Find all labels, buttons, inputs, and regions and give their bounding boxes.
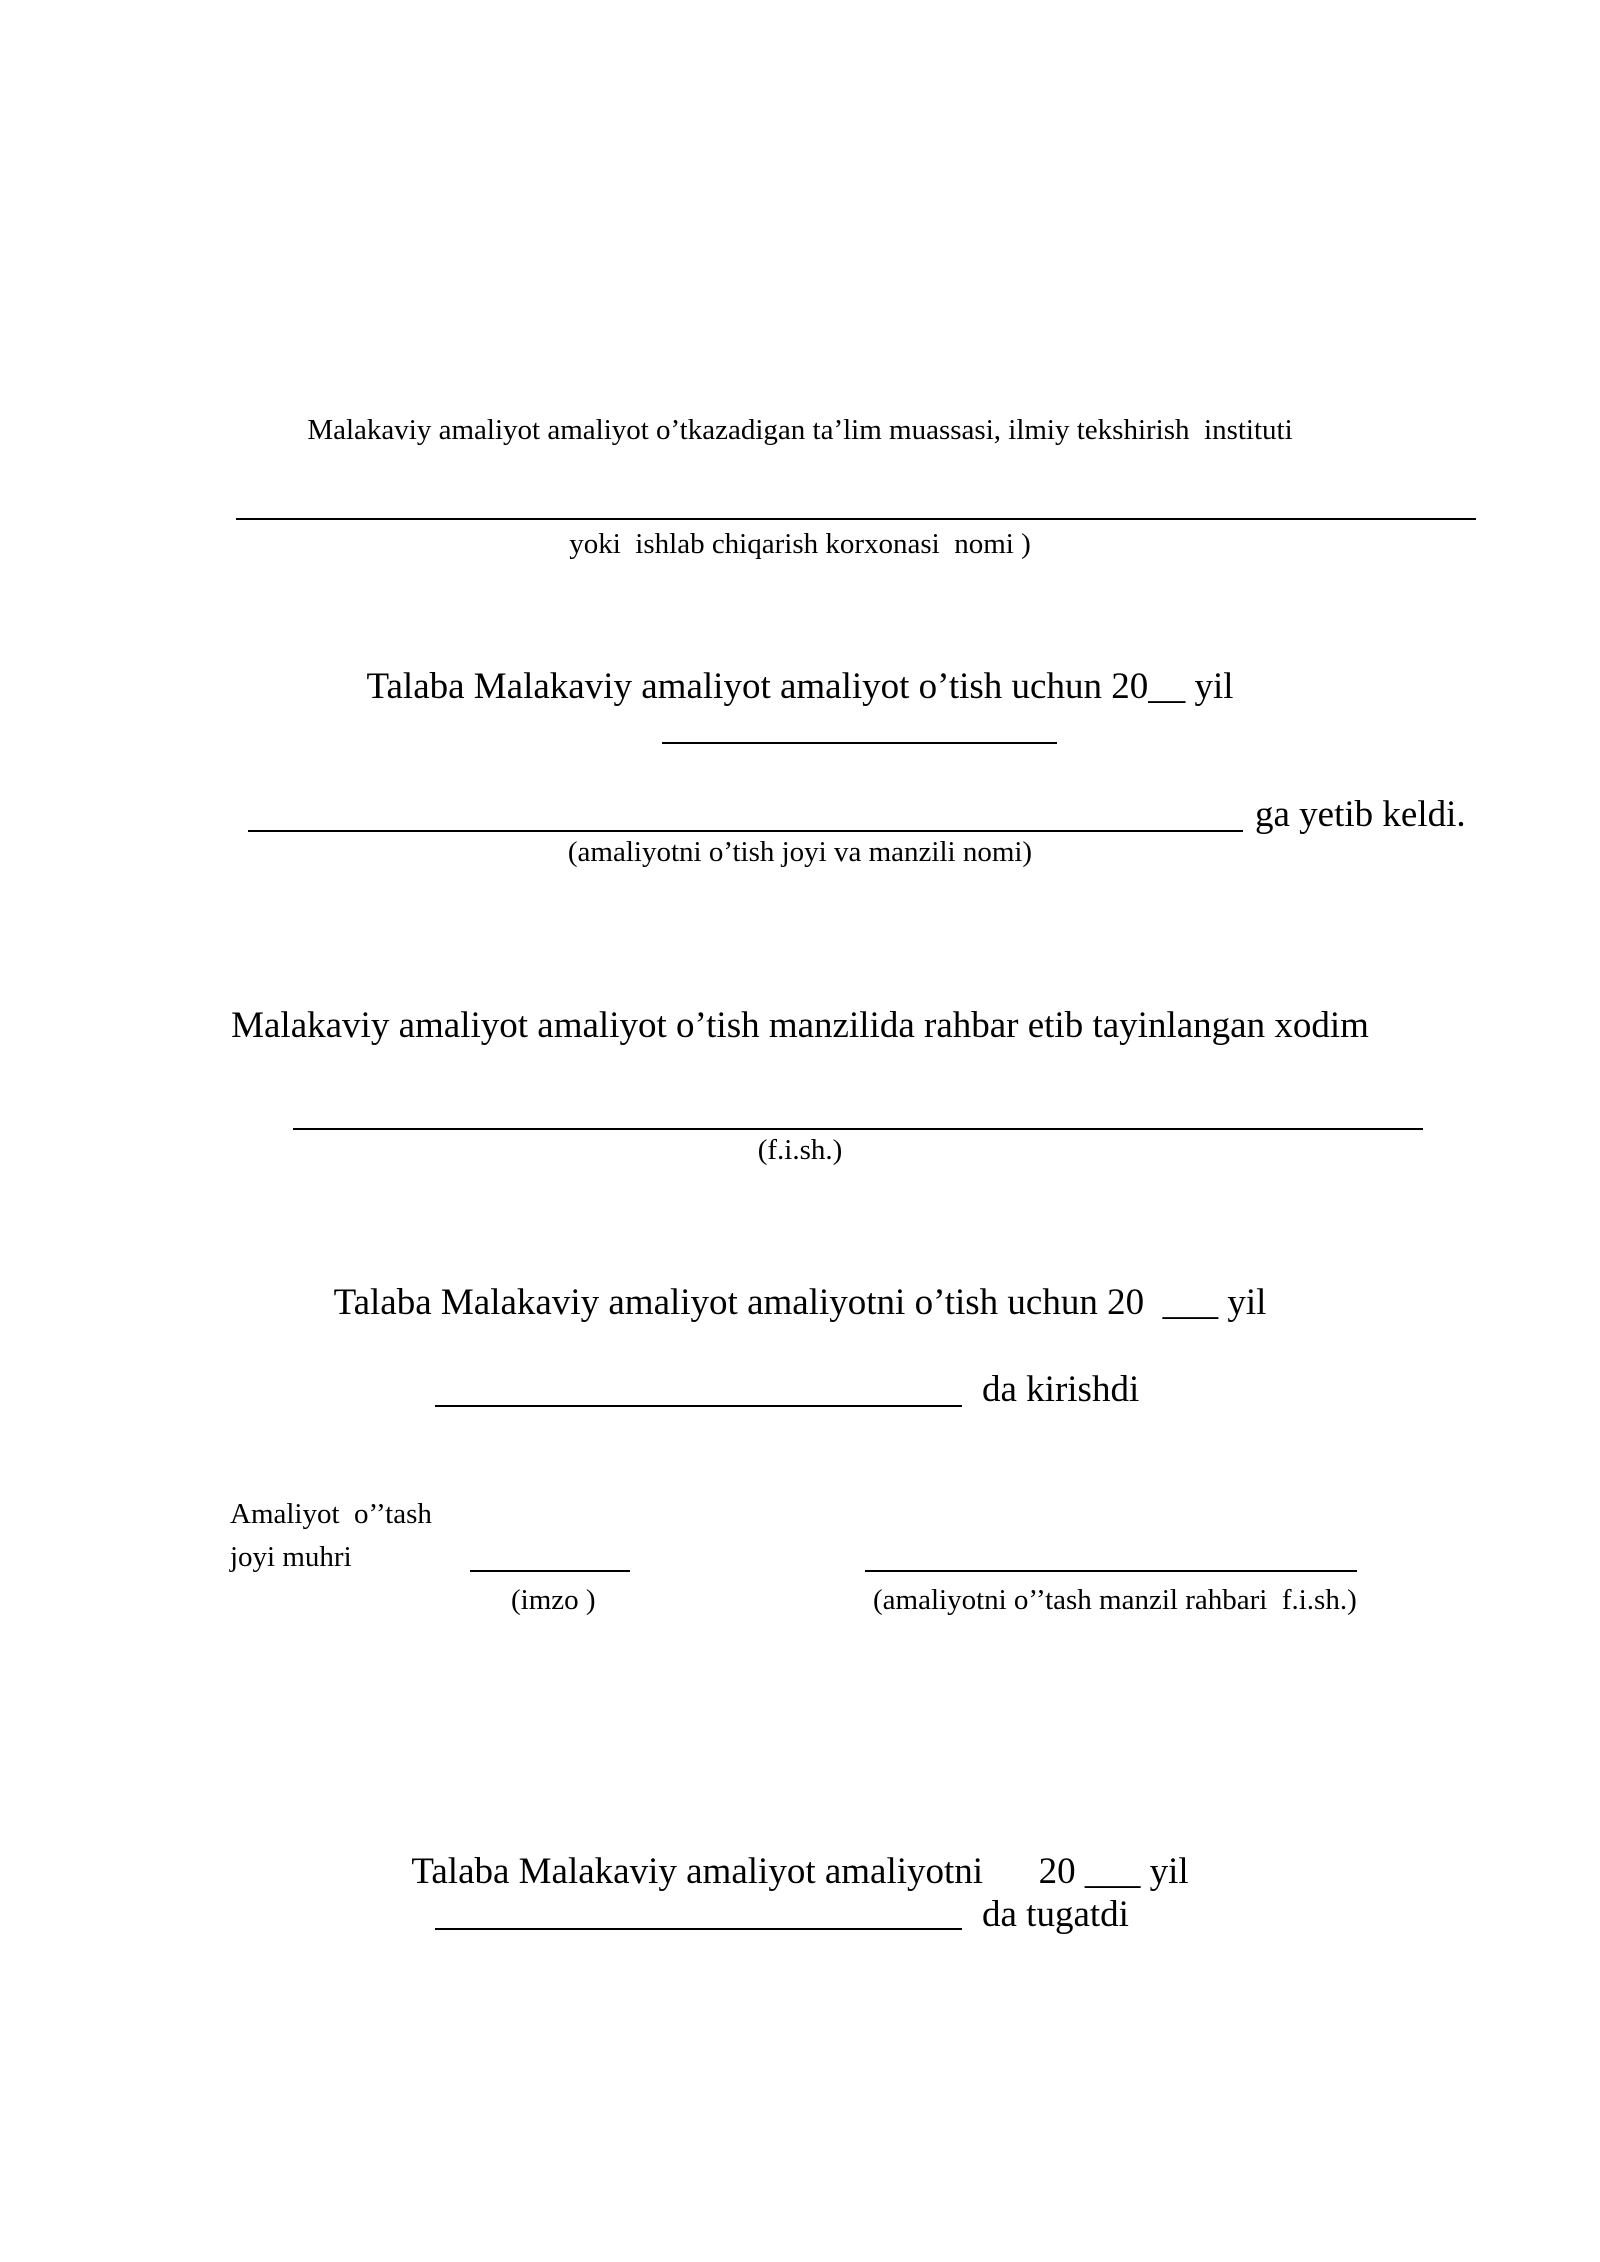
start-line: Talaba Malakaviy amaliyot amaliyotni o’tish uchun 20 ___ yil (333, 1282, 1267, 1323)
signature-caption: (imzo ) (511, 1584, 596, 1616)
arrival-suffix: ga yetib keldi. (1255, 794, 1466, 835)
arrival-place-blank (248, 830, 1243, 832)
head-name-blank (865, 1570, 1357, 1572)
arrival-date-blank (662, 742, 1057, 744)
arrival-line: Talaba Malakaviy amaliyot amaliyot o’tish uchun 20__ yil (366, 666, 1234, 707)
institution-title: Malakaviy amaliyot amaliyot o’tkazadigan ta’lim muassasi, ilmiy tekshirish instituti (307, 414, 1293, 446)
institution-name-blank (236, 518, 1476, 520)
head-caption: (amaliyotni o’’tash manzil rahbari f.i.sh.) (873, 1584, 1357, 1616)
finish-line: Talaba Malakaviy amaliyot amaliyotni 20 ___ yil (411, 1851, 1189, 1892)
finish-suffix: da tugatdi (982, 1894, 1129, 1935)
institution-caption: yoki ishlab chiqarish korxonasi nomi ) (569, 528, 1031, 560)
supervisor-caption: (f.i.sh.) (757, 1134, 843, 1166)
signature-blank (470, 1570, 630, 1572)
arrival-caption: (amaliyotni o’tish joyi va manzili nomi) (567, 836, 1033, 868)
start-suffix: da kirishdi (982, 1369, 1140, 1410)
supervisor-name-blank (293, 1128, 1423, 1130)
stamp-label-line1: Amaliyot o’’tash (230, 1498, 432, 1530)
start-date-blank (435, 1405, 962, 1407)
supervisor-title: Malakaviy amaliyot amaliyot o’tish manzilida rahbar etib tayinlangan xodim (231, 1005, 1369, 1046)
finish-date-blank (435, 1928, 962, 1930)
stamp-label-line2: joyi muhri (230, 1541, 352, 1573)
